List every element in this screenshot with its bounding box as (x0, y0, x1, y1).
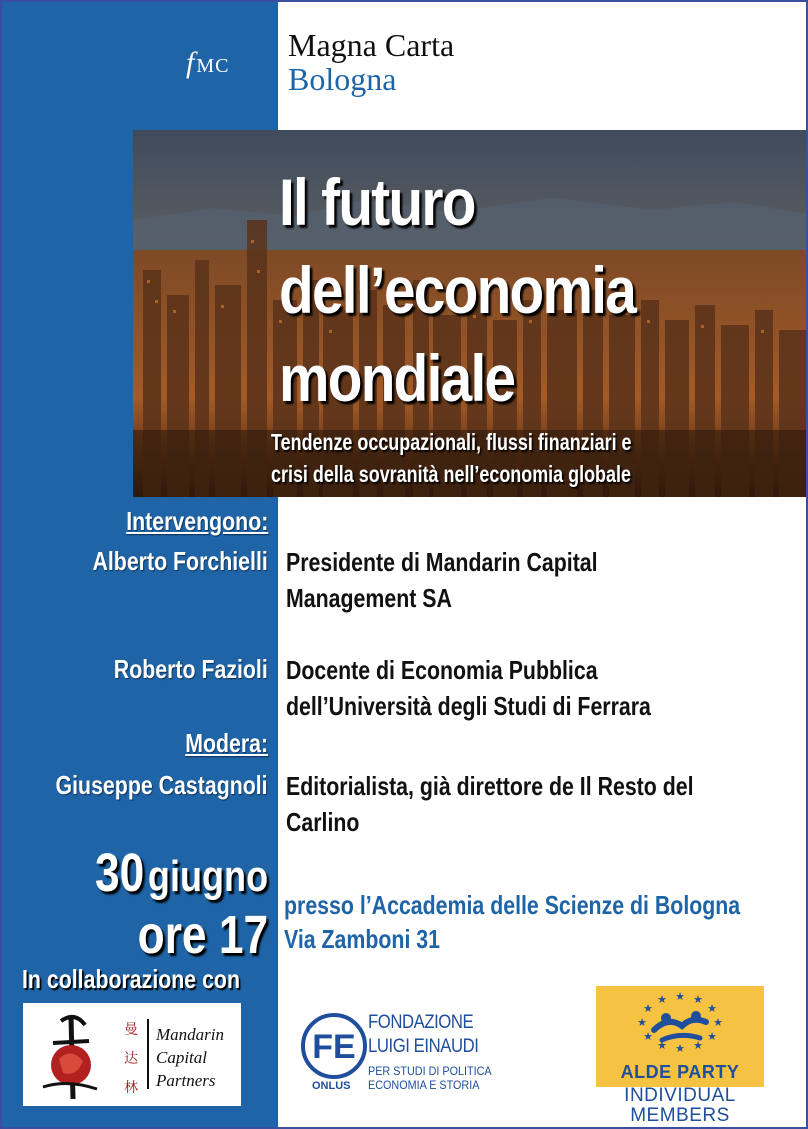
fle-circle-icon (300, 1012, 370, 1082)
moderator-name: Giuseppe Castagnoli (55, 770, 268, 800)
alde-sub-line1: INDIVIDUAL (624, 1085, 736, 1106)
moderator-role-line2: Carlino (286, 807, 360, 837)
fle-tagline-line2: ECONOMIA E STORIA (368, 1078, 480, 1092)
svg-text:★: ★ (643, 1002, 653, 1015)
mandarin-cjk (121, 1015, 141, 1102)
speaker1-name: Alberto Forchielli (92, 546, 268, 576)
speaker1-role-line2: Management SA (286, 583, 452, 613)
venue-line1: presso l’Accademia delle Scienze di Bologna (284, 890, 741, 920)
fondazione-einaudi-logo (300, 1008, 500, 1100)
alde-party-logo (596, 986, 764, 1087)
mandarin-name-line2: Capital (156, 1048, 208, 1067)
alde-sub-line2: MEMBERS (630, 1105, 730, 1126)
fle-tagline (368, 1064, 492, 1092)
svg-text:★: ★ (707, 1002, 717, 1015)
svg-text:★: ★ (637, 1016, 647, 1029)
mandarin-seal-icon (23, 1003, 119, 1106)
event-time-line (138, 904, 268, 966)
svg-text:★: ★ (643, 1030, 653, 1043)
fle-mark: FE (312, 1028, 356, 1066)
brand-name (288, 28, 454, 96)
hero-title (279, 158, 635, 422)
svg-text:★: ★ (713, 1016, 723, 1029)
mandarin-name (156, 1023, 224, 1092)
alde-stars-icon (596, 986, 764, 1062)
intervengono-label: Intervengono: (125, 506, 268, 536)
hero-subtitle (271, 426, 632, 490)
speaker1-role-line1: Presidente di Mandarin Capital (286, 547, 598, 577)
fmc-logo-f: f (186, 46, 195, 79)
mandarin-name-line3: Partners (156, 1071, 216, 1090)
fle-name (368, 1011, 478, 1059)
mandarin-name-line1: Mandarin (156, 1025, 224, 1044)
event-day: 30 (94, 843, 145, 903)
event-time: ore 17 (137, 905, 268, 965)
modera-label: Modera: (185, 728, 268, 758)
moderator-role (286, 768, 694, 840)
svg-text:★: ★ (657, 993, 667, 1006)
svg-text:★: ★ (693, 1039, 703, 1052)
collaboration-label: In collaborazione con (22, 964, 240, 994)
hero-subtitle-line2: crisi della sovranità nell’economia globale (271, 461, 631, 487)
hero-banner (133, 130, 808, 497)
moderator-role-line1: Editorialista, già direttore de Il Resto del (286, 771, 694, 801)
alde-party-label: ALDE PARTY (620, 1062, 740, 1082)
fle-tagline-line1: PER STUDI DI POLITICA (368, 1064, 492, 1078)
svg-text:★: ★ (657, 1039, 667, 1052)
hero-title-line2: dell’economia (279, 253, 636, 327)
alde-individual-members (596, 1086, 764, 1126)
venue-line2: Via Zamboni 31 (284, 924, 441, 954)
hero-title-line3: mondiale (279, 341, 515, 415)
mandarin-capital-logo (23, 1003, 241, 1106)
hero-subtitle-line1: Tendenze occupazionali, flussi finanziari e (271, 429, 632, 455)
hero-title-line1: Il futuro (279, 165, 475, 239)
brand-name-line1: Magna Carta (288, 27, 455, 63)
fmc-logo-mc: MC (196, 55, 230, 77)
speaker2-name: Roberto Fazioli (114, 654, 268, 684)
speaker1-role (286, 544, 598, 616)
speaker2-role (286, 652, 651, 724)
brand-name-line2: Bologna (288, 61, 397, 97)
svg-text:★: ★ (693, 993, 703, 1006)
fmc-logo (186, 46, 229, 80)
mandarin-cjk-3: 林 (124, 1079, 138, 1095)
mandarin-divider (147, 1019, 149, 1089)
speaker2-role-line2: dell’Università degli Studi di Ferrara (286, 691, 651, 721)
fle-onlus: ONLUS (312, 1080, 351, 1092)
fle-name-line1: FONDAZIONE (368, 1012, 474, 1033)
event-month: giugno (147, 852, 268, 901)
svg-text:★: ★ (675, 990, 685, 1003)
speaker2-role-line1: Docente di Economia Pubblica (286, 655, 598, 685)
svg-text:★: ★ (707, 1030, 717, 1043)
mandarin-cjk-2: 达 (124, 1050, 138, 1066)
mandarin-cjk-1: 曼 (124, 1021, 138, 1037)
event-date (95, 842, 268, 904)
fle-name-line2: LUIGI EINAUDI (368, 1036, 479, 1057)
svg-text:★: ★ (675, 1042, 685, 1055)
